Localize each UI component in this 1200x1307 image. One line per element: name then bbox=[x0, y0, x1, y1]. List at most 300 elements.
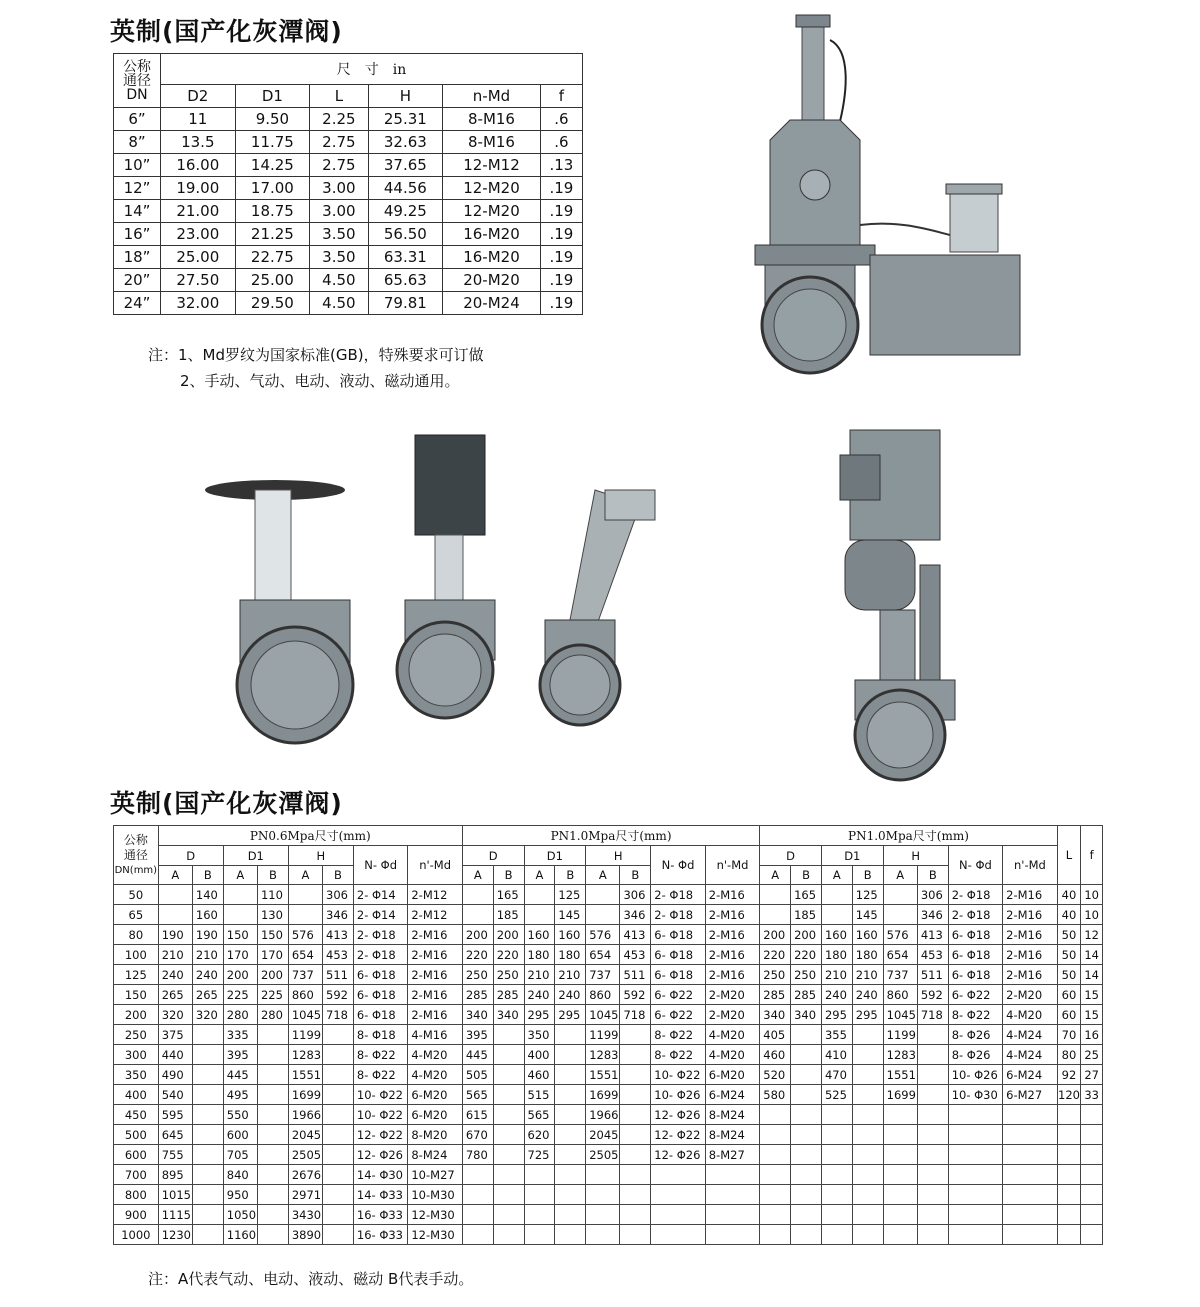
table-cell bbox=[524, 885, 555, 905]
table-cell: 2-M16 bbox=[1003, 965, 1057, 985]
table-cell: 8- Φ22 bbox=[948, 1005, 1002, 1025]
ab-header: A bbox=[883, 866, 917, 885]
table-cell bbox=[917, 1085, 948, 1105]
table-cell bbox=[257, 1145, 288, 1165]
table-cell: 460 bbox=[524, 1065, 555, 1085]
table-cell: 20-M20 bbox=[443, 269, 541, 292]
table-cell bbox=[651, 1225, 705, 1245]
table-cell: 17.00 bbox=[235, 177, 310, 200]
table-cell: 10- Φ26 bbox=[651, 1085, 705, 1105]
table-cell: 2-M12 bbox=[408, 905, 462, 925]
table-cell: 60 bbox=[1057, 985, 1081, 1005]
table-cell bbox=[1081, 1205, 1103, 1225]
table-cell: 400 bbox=[114, 1085, 159, 1105]
table-cell: 10 bbox=[1081, 885, 1103, 905]
table-cell: 1966 bbox=[586, 1105, 620, 1125]
table-cell: 511 bbox=[620, 965, 651, 985]
table-cell: 4.50 bbox=[310, 269, 368, 292]
table-cell: 25.00 bbox=[161, 246, 236, 269]
table-cell: 220 bbox=[493, 945, 524, 965]
pressure-group-header: PN0.6Mpa尺寸(mm) bbox=[158, 826, 462, 846]
table-row bbox=[114, 177, 583, 200]
table-cell bbox=[821, 1205, 852, 1225]
table-cell: 12-M12 bbox=[443, 154, 541, 177]
ab-header: A bbox=[158, 866, 192, 885]
table-cell: 60 bbox=[1057, 1005, 1081, 1025]
table-cell: 1000 bbox=[114, 1225, 159, 1245]
table-cell bbox=[223, 885, 257, 905]
table-cell: 395 bbox=[462, 1025, 493, 1045]
table-cell: 306 bbox=[620, 885, 651, 905]
table-cell bbox=[524, 1185, 555, 1205]
sub-column-header: D1 bbox=[524, 846, 586, 866]
table-cell: 140 bbox=[192, 885, 223, 905]
table-cell bbox=[323, 1205, 354, 1225]
table-cell: 2045 bbox=[586, 1125, 620, 1145]
table-cell: 10- Φ22 bbox=[651, 1065, 705, 1085]
table-cell bbox=[821, 905, 852, 925]
table-cell: 165 bbox=[791, 885, 822, 905]
table-cell bbox=[620, 1225, 651, 1245]
table-cell bbox=[257, 1085, 288, 1105]
table-cell: 10-M27 bbox=[408, 1165, 462, 1185]
table-cell: 12-M20 bbox=[443, 200, 541, 223]
table-cell: 737 bbox=[586, 965, 620, 985]
table-cell: 8- Φ26 bbox=[948, 1045, 1002, 1065]
table-cell bbox=[192, 1085, 223, 1105]
table-cell: 15 bbox=[1081, 985, 1103, 1005]
table-cell: 1115 bbox=[158, 1205, 192, 1225]
table-cell: 340 bbox=[493, 1005, 524, 1025]
table-cell: 1551 bbox=[288, 1065, 322, 1085]
table-cell: 600 bbox=[223, 1125, 257, 1145]
table-cell: 718 bbox=[917, 1005, 948, 1025]
table-cell bbox=[1057, 1145, 1081, 1165]
ab-header: B bbox=[791, 866, 822, 885]
table-cell bbox=[1081, 1225, 1103, 1245]
table-cell bbox=[760, 1185, 791, 1205]
table-cell: 8-M24 bbox=[705, 1105, 759, 1125]
table-cell bbox=[651, 1205, 705, 1225]
table-cell: 1045 bbox=[288, 1005, 322, 1025]
table-cell: 200 bbox=[257, 965, 288, 985]
table-cell: 16.00 bbox=[161, 154, 236, 177]
table-cell: 24” bbox=[114, 292, 161, 315]
table-cell bbox=[555, 1085, 586, 1105]
ab-header: A bbox=[821, 866, 852, 885]
table-cell: 2- Φ18 bbox=[948, 905, 1002, 925]
table-cell bbox=[821, 1185, 852, 1205]
table-cell bbox=[852, 1085, 883, 1105]
table-cell: 470 bbox=[821, 1065, 852, 1085]
table-cell bbox=[493, 1205, 524, 1225]
table-cell: 190 bbox=[192, 925, 223, 945]
table-cell bbox=[323, 1025, 354, 1045]
table-cell bbox=[323, 1085, 354, 1105]
table-cell: 495 bbox=[223, 1085, 257, 1105]
table-cell: 350 bbox=[114, 1065, 159, 1085]
table-cell: 1050 bbox=[223, 1205, 257, 1225]
table-cell bbox=[555, 1105, 586, 1125]
table-row bbox=[114, 154, 583, 177]
table-row bbox=[114, 1185, 1103, 1205]
table-cell: 150 bbox=[257, 925, 288, 945]
table-cell: 23.00 bbox=[161, 223, 236, 246]
table-cell: 335 bbox=[223, 1025, 257, 1045]
dn-header bbox=[114, 54, 161, 108]
table-cell: 445 bbox=[462, 1045, 493, 1065]
table-cell bbox=[791, 1145, 822, 1165]
table-cell: 145 bbox=[852, 905, 883, 925]
table-cell bbox=[323, 1145, 354, 1165]
table-row bbox=[114, 131, 583, 154]
table-cell: 2-M20 bbox=[705, 1005, 759, 1025]
table-row bbox=[114, 945, 1103, 965]
table-row bbox=[114, 1205, 1103, 1225]
table-cell bbox=[586, 1205, 620, 1225]
ab-header: A bbox=[586, 866, 620, 885]
table-cell bbox=[852, 1225, 883, 1245]
table-cell bbox=[620, 1105, 651, 1125]
table-cell: 12- Φ26 bbox=[651, 1145, 705, 1165]
table-cell: 280 bbox=[223, 1005, 257, 1025]
table-cell: 340 bbox=[760, 1005, 791, 1025]
table-cell bbox=[760, 1145, 791, 1165]
table-cell: 8-M27 bbox=[705, 1145, 759, 1165]
table-cell: 592 bbox=[917, 985, 948, 1005]
table-cell bbox=[821, 1105, 852, 1125]
table-cell: 44.56 bbox=[368, 177, 443, 200]
pressure-group-header: PN1.0Mpa尺寸(mm) bbox=[760, 826, 1057, 846]
table-cell bbox=[1081, 1185, 1103, 1205]
table-cell bbox=[192, 1225, 223, 1245]
table-cell bbox=[586, 1185, 620, 1205]
table-cell bbox=[192, 1205, 223, 1225]
table-row bbox=[114, 1125, 1103, 1145]
table-cell: 285 bbox=[791, 985, 822, 1005]
table-cell: 3.00 bbox=[310, 177, 368, 200]
table-cell: 490 bbox=[158, 1065, 192, 1085]
table-cell: 2-M20 bbox=[1003, 985, 1057, 1005]
table-cell: 800 bbox=[114, 1185, 159, 1205]
table-cell: 654 bbox=[288, 945, 322, 965]
table-cell bbox=[760, 1105, 791, 1125]
table-cell: .19 bbox=[540, 223, 582, 246]
table-cell: 718 bbox=[620, 1005, 651, 1025]
table-cell: 16 bbox=[1081, 1025, 1103, 1045]
table-cell: 595 bbox=[158, 1105, 192, 1125]
table-cell: 725 bbox=[524, 1145, 555, 1165]
table-row bbox=[114, 1065, 1103, 1085]
table-cell: 413 bbox=[323, 925, 354, 945]
table-cell: 1015 bbox=[158, 1185, 192, 1205]
ab-header: A bbox=[288, 866, 322, 885]
table-cell: 576 bbox=[288, 925, 322, 945]
table-cell bbox=[1081, 1125, 1103, 1145]
table-cell: 9.50 bbox=[235, 108, 310, 131]
table-cell: 453 bbox=[323, 945, 354, 965]
table-cell: 180 bbox=[852, 945, 883, 965]
table-cell: 16” bbox=[114, 223, 161, 246]
table-cell: 125 bbox=[114, 965, 159, 985]
table-cell: 1045 bbox=[883, 1005, 917, 1025]
table-cell bbox=[192, 1185, 223, 1205]
table-cell bbox=[1057, 1185, 1081, 1205]
f-header: f bbox=[1081, 826, 1103, 885]
table-cell: 170 bbox=[223, 945, 257, 965]
table-cell: 2-M16 bbox=[705, 885, 759, 905]
table-cell: 265 bbox=[158, 985, 192, 1005]
table-cell bbox=[821, 1125, 852, 1145]
table-cell bbox=[705, 1225, 759, 1245]
table-cell: 12-M30 bbox=[408, 1205, 462, 1225]
table-cell bbox=[192, 1145, 223, 1165]
table-cell: 2676 bbox=[288, 1165, 322, 1185]
table-cell: 6- Φ22 bbox=[651, 985, 705, 1005]
ab-header: A bbox=[524, 866, 555, 885]
table-cell: 50 bbox=[1057, 925, 1081, 945]
table-cell: 1283 bbox=[288, 1045, 322, 1065]
table-cell bbox=[852, 1105, 883, 1125]
table-cell bbox=[917, 1145, 948, 1165]
table-cell bbox=[192, 1105, 223, 1125]
table-cell bbox=[323, 1105, 354, 1125]
table-cell: 2045 bbox=[288, 1125, 322, 1145]
table-cell bbox=[1081, 1165, 1103, 1185]
table-cell: 895 bbox=[158, 1165, 192, 1185]
table-cell bbox=[1057, 1225, 1081, 1245]
column-header: H bbox=[368, 85, 443, 108]
table-cell bbox=[821, 885, 852, 905]
table-cell: 8- Φ22 bbox=[353, 1065, 407, 1085]
sub-column-header: n'-Md bbox=[408, 846, 462, 885]
table-cell: 2- Φ18 bbox=[651, 885, 705, 905]
table-cell: 265 bbox=[192, 985, 223, 1005]
dn-header-line: DN(mm) bbox=[114, 864, 158, 876]
table-cell bbox=[620, 1025, 651, 1045]
table-cell bbox=[1003, 1145, 1057, 1165]
table-row bbox=[114, 1165, 1103, 1185]
table-cell: 65 bbox=[114, 905, 159, 925]
table-cell bbox=[192, 1065, 223, 1085]
table-cell: 200 bbox=[462, 925, 493, 945]
table-cell: 6-M24 bbox=[1003, 1065, 1057, 1085]
table-cell: 10 bbox=[1081, 905, 1103, 925]
table-cell: 2- Φ18 bbox=[353, 925, 407, 945]
table-cell: 20” bbox=[114, 269, 161, 292]
table-cell: 240 bbox=[158, 965, 192, 985]
table-cell: 210 bbox=[192, 945, 223, 965]
table-cell: 6- Φ18 bbox=[353, 1005, 407, 1025]
table-cell: 580 bbox=[760, 1085, 791, 1105]
table-cell bbox=[821, 1165, 852, 1185]
table-cell: 8- Φ18 bbox=[353, 1025, 407, 1045]
table-cell bbox=[257, 1105, 288, 1125]
table-cell: 6-M20 bbox=[408, 1085, 462, 1105]
table-cell: 6- Φ18 bbox=[948, 925, 1002, 945]
table-cell bbox=[620, 1125, 651, 1145]
table-row bbox=[114, 885, 1103, 905]
table-cell bbox=[1003, 1165, 1057, 1185]
table-cell: 56.50 bbox=[368, 223, 443, 246]
table-cell: 225 bbox=[257, 985, 288, 1005]
table-cell: 320 bbox=[158, 1005, 192, 1025]
table-cell bbox=[821, 1225, 852, 1245]
table-cell: 13.5 bbox=[161, 131, 236, 154]
table-cell: 410 bbox=[821, 1045, 852, 1065]
table-cell bbox=[620, 1065, 651, 1085]
table-cell: .13 bbox=[540, 154, 582, 177]
table-cell bbox=[493, 1145, 524, 1165]
ab-header: A bbox=[462, 866, 493, 885]
table-cell: 250 bbox=[791, 965, 822, 985]
table-cell: 460 bbox=[760, 1045, 791, 1065]
table-cell bbox=[760, 1205, 791, 1225]
table-cell: 70 bbox=[1057, 1025, 1081, 1045]
table-cell: 185 bbox=[493, 905, 524, 925]
table-cell: 860 bbox=[586, 985, 620, 1005]
table-cell bbox=[1003, 1225, 1057, 1245]
table-cell bbox=[493, 1105, 524, 1125]
table-cell: 220 bbox=[760, 945, 791, 965]
table-cell: 240 bbox=[524, 985, 555, 1005]
table-cell: 180 bbox=[821, 945, 852, 965]
table-cell: 250 bbox=[114, 1025, 159, 1045]
table-cell: 225 bbox=[223, 985, 257, 1005]
table-cell: 2- Φ18 bbox=[948, 885, 1002, 905]
table-cell bbox=[323, 1165, 354, 1185]
table-row bbox=[114, 1005, 1103, 1025]
table-cell: 511 bbox=[917, 965, 948, 985]
table-cell: 1160 bbox=[223, 1225, 257, 1245]
table-cell: 645 bbox=[158, 1125, 192, 1145]
table-cell bbox=[760, 1225, 791, 1245]
table-cell: .6 bbox=[540, 131, 582, 154]
table-cell: 19.00 bbox=[161, 177, 236, 200]
sub-column-header: N- Φd bbox=[651, 846, 705, 885]
table-cell bbox=[192, 1165, 223, 1185]
table-cell bbox=[493, 1165, 524, 1185]
table-cell: 670 bbox=[462, 1125, 493, 1145]
table-cell: 240 bbox=[852, 985, 883, 1005]
table-row bbox=[114, 925, 1103, 945]
table-cell bbox=[1003, 1205, 1057, 1225]
table-cell: 250 bbox=[462, 965, 493, 985]
table-cell: 27 bbox=[1081, 1065, 1103, 1085]
table-cell bbox=[883, 1105, 917, 1125]
table-cell bbox=[462, 1165, 493, 1185]
table-cell: 150 bbox=[114, 985, 159, 1005]
table-cell: 27.50 bbox=[161, 269, 236, 292]
table-cell: 25.31 bbox=[368, 108, 443, 131]
table-cell bbox=[462, 1185, 493, 1205]
table-cell: 620 bbox=[524, 1125, 555, 1145]
table-cell: 375 bbox=[158, 1025, 192, 1045]
table-cell: 11 bbox=[161, 108, 236, 131]
dn-header-line: 通径 bbox=[123, 72, 151, 89]
table-cell: 2.75 bbox=[310, 154, 368, 177]
table-cell bbox=[493, 1185, 524, 1205]
table-cell: 6- Φ18 bbox=[353, 965, 407, 985]
table-cell bbox=[917, 1065, 948, 1085]
table-cell bbox=[462, 1205, 493, 1225]
table-cell bbox=[852, 1165, 883, 1185]
table-cell: 2.25 bbox=[310, 108, 368, 131]
table-cell: .19 bbox=[540, 246, 582, 269]
table-cell: .19 bbox=[540, 269, 582, 292]
table-cell: .19 bbox=[540, 200, 582, 223]
table-cell: 1283 bbox=[883, 1045, 917, 1065]
table-cell bbox=[917, 1025, 948, 1045]
table-cell: 592 bbox=[620, 985, 651, 1005]
table-row bbox=[114, 108, 583, 131]
table-cell: 80 bbox=[1057, 1045, 1081, 1065]
table-cell bbox=[791, 1085, 822, 1105]
table-cell: 8- Φ22 bbox=[353, 1045, 407, 1065]
electric-valve-photo bbox=[835, 425, 975, 785]
table-cell: 6” bbox=[114, 108, 161, 131]
table-cell: 450 bbox=[114, 1105, 159, 1125]
valve-group-photo bbox=[200, 420, 670, 750]
ab-header: B bbox=[852, 866, 883, 885]
table-cell: 405 bbox=[760, 1025, 791, 1045]
table-cell: 21.25 bbox=[235, 223, 310, 246]
table-cell bbox=[883, 1205, 917, 1225]
table-cell: 395 bbox=[223, 1045, 257, 1065]
table-cell: 525 bbox=[821, 1085, 852, 1105]
table-cell: 49.25 bbox=[368, 200, 443, 223]
table-cell: 576 bbox=[883, 925, 917, 945]
table-cell: 6-M20 bbox=[408, 1105, 462, 1125]
table-cell: 150 bbox=[223, 925, 257, 945]
table-cell: 520 bbox=[760, 1065, 791, 1085]
table-cell bbox=[760, 885, 791, 905]
table-cell bbox=[821, 1145, 852, 1165]
table-cell: 737 bbox=[288, 965, 322, 985]
table-cell: 6- Φ18 bbox=[353, 985, 407, 1005]
table-cell: 160 bbox=[821, 925, 852, 945]
table-cell bbox=[1081, 1145, 1103, 1165]
table-row bbox=[114, 1025, 1103, 1045]
table-cell bbox=[791, 1025, 822, 1045]
table-cell: 6- Φ18 bbox=[948, 945, 1002, 965]
table-cell bbox=[493, 1045, 524, 1065]
table-cell: 300 bbox=[114, 1045, 159, 1065]
table-cell: 2-M16 bbox=[705, 905, 759, 925]
table-cell: 1199 bbox=[883, 1025, 917, 1045]
table-cell: 12- Φ26 bbox=[651, 1105, 705, 1125]
table-cell: 737 bbox=[883, 965, 917, 985]
table-cell: 3430 bbox=[288, 1205, 322, 1225]
inch-dimension-table bbox=[113, 53, 583, 315]
table-cell: 413 bbox=[917, 925, 948, 945]
table-cell: 240 bbox=[821, 985, 852, 1005]
table-cell bbox=[257, 1065, 288, 1085]
table-cell bbox=[223, 905, 257, 925]
table-cell bbox=[1081, 1105, 1103, 1125]
table-cell: 6-M27 bbox=[1003, 1085, 1057, 1105]
table-cell: 18” bbox=[114, 246, 161, 269]
table-cell: 200 bbox=[114, 1005, 159, 1025]
sub-column-header: N- Φd bbox=[353, 846, 407, 885]
table-cell bbox=[1003, 1125, 1057, 1145]
table-cell: 705 bbox=[223, 1145, 257, 1165]
table-cell: 6- Φ18 bbox=[948, 965, 1002, 985]
dn-header-line: 公称 bbox=[123, 58, 151, 75]
table-cell: 3890 bbox=[288, 1225, 322, 1245]
table-cell: 346 bbox=[323, 905, 354, 925]
table-cell bbox=[620, 1145, 651, 1165]
